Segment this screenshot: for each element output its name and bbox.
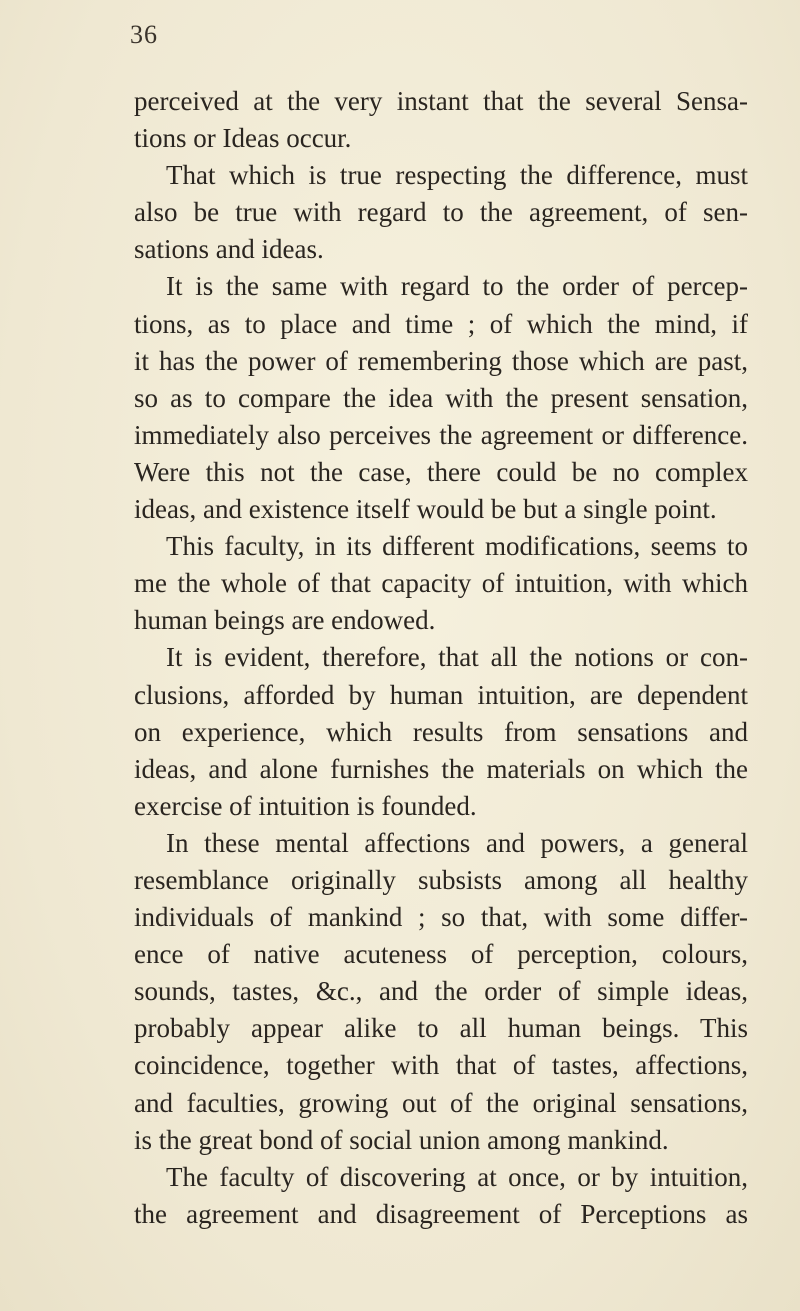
text-line: perceived at the very instant that the several Sensa- xyxy=(134,86,748,116)
text-line: It is the same with regard to the order of percep- xyxy=(166,271,748,302)
text-line: resemblance originally subsists among all healthy xyxy=(134,864,748,895)
text-line: This faculty, in its different modifications, seems to xyxy=(166,531,748,562)
text-line: so as to compare the idea with the present sensation, xyxy=(134,382,748,413)
text-line: tions, as to place and time ; of which the mind, if xyxy=(134,308,748,339)
text-line: clusions, afforded by human intuition, are dependent xyxy=(134,679,748,710)
text-line: individuals of mankind ; so that, with some differ- xyxy=(134,902,748,933)
body-text xyxy=(134,83,748,1233)
text-line: That which is true respecting the difference, must xyxy=(166,160,748,191)
text-line: sations and ideas. xyxy=(134,234,324,265)
text-line: tions or Ideas occur. xyxy=(134,123,352,154)
text-line: exercise of intuition is founded. xyxy=(134,790,477,821)
text-line: The faculty of discovering at once, or by intuition, xyxy=(166,1161,748,1192)
text-line: me the whole of that capacity of intuition, with which xyxy=(134,568,748,599)
text-line: it has the power of remembering those which are past, xyxy=(134,345,748,376)
text-line: also be true with regard to the agreement, of sen- xyxy=(134,197,748,228)
text-line: and faculties, growing out of the original sensations, xyxy=(134,1087,748,1118)
text-line: the agreement and disagreement of Perceptions as xyxy=(134,1198,748,1229)
text-line: is the great bond of social union among mankind. xyxy=(134,1124,669,1155)
text-line: In these mental affections and powers, a general xyxy=(166,827,748,858)
text-line: sounds, tastes, &c., and the order of simple ideas, xyxy=(134,976,748,1007)
text-line: It is evident, therefore, that all the notions or con- xyxy=(166,642,748,673)
text-line: probably appear alike to all human beings. This xyxy=(134,1013,748,1044)
page-number: 36 xyxy=(130,20,158,49)
text-line: human beings are endowed. xyxy=(134,605,436,636)
text-line: ence of native acuteness of perception, colours, xyxy=(134,939,748,970)
text-line: immediately also perceives the agreement or difference. xyxy=(134,419,748,450)
text-line: Were this not the case, there could be no complex xyxy=(134,456,748,487)
text-line: ideas, and existence itself would be but a single point. xyxy=(134,494,717,525)
text-line: ideas, and alone furnishes the materials on which the xyxy=(134,753,748,784)
text-line: coincidence, together with that of tastes, affections, xyxy=(134,1050,748,1081)
text-line: on experience, which results from sensations and xyxy=(134,716,748,747)
